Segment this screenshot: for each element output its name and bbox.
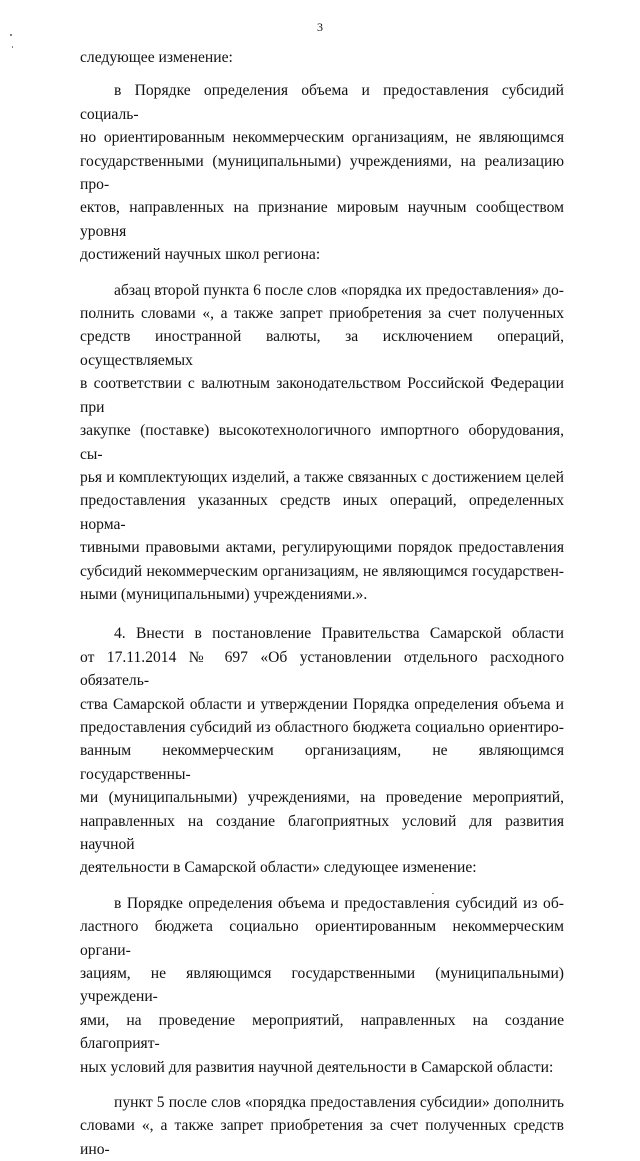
text-line: средств иностранной валюты, за исключением операций, осуществляемых (80, 328, 564, 369)
text-line: направленных на создание благоприятных условий для развития научной (80, 812, 564, 853)
document-body (80, 46, 564, 1161)
text-line: от 17.11.2014 № 697 «Об установлении отдельного расходного обязатель- (80, 648, 564, 690)
text-line: в соответствии с валютным законодательством Российской Федерации при (80, 375, 564, 416)
text-line: деятельности в Самарской области» следующее изменение: (80, 859, 477, 877)
text-line: ства Самарской области и утверждении Порядка определения объема и (80, 695, 564, 713)
text-line: в Порядке определения объема и предоставления субсидий из об- (114, 894, 564, 912)
text-line: субсидий некоммерческим организациям, не являющимся государствен- (80, 562, 564, 580)
paragraph-clause-5-amendment (80, 1091, 564, 1161)
text-line: ными (муниципальными) учреждениями.». (80, 585, 368, 603)
text-line: 4. Внести в постановление Правительства Самарской области (114, 625, 564, 643)
text-line: ми (муниципальными) учреждениями, на проведение мероприятий, (80, 789, 564, 807)
text-line: закупке (поставке) высокотехнологичного импортного оборудования, сы- (80, 422, 564, 463)
paragraph-item-4 (80, 622, 564, 879)
scan-speck (10, 34, 12, 36)
scan-speck (12, 46, 13, 48)
page-number: 3 (317, 20, 323, 34)
text-line: государственными (муниципальными) учреждениями, на реализацию про- (80, 152, 564, 194)
text-line: пункт 5 после слов «порядка предоставления субсидии» дополнить (114, 1094, 564, 1112)
text-line: предоставления субсидий из областного бюджета социально ориентиро- (80, 718, 564, 736)
text-line: предоставления указанных средств иных операций, определенных норма- (80, 492, 564, 533)
text-line: ями, на проведение мероприятий, направленных на создание благоприят- (80, 1011, 564, 1053)
text-line: в Порядке определения объема и предоставления субсидий социаль- (80, 82, 564, 123)
text-line: ластного бюджета социально ориентированным некоммерческим органи- (80, 918, 564, 959)
text-line: достижений научных школ региона: (80, 246, 321, 264)
text-line: следующее изменение: (80, 49, 233, 66)
text-line: зациям, не являющимся государственными (муниципальными) учреждени- (80, 965, 564, 1006)
text-line: тивными правовыми актами, регулирующими порядок предоставления (80, 539, 564, 557)
paragraph-order-amendment-2 (80, 892, 564, 1079)
paragraph-order-amendment-1 (80, 79, 564, 266)
text-line: рья и комплектующих изделий, а также связанных с достижением целей (80, 468, 564, 486)
text-line: но ориентированным некоммерческим организациям, не являющимся (80, 129, 564, 147)
text-line: словами «, а также запрет приобретения за счет полученных средств ино- (80, 1117, 564, 1158)
text-line: ектов, направленных на признание мировым научным сообществом уровня (80, 199, 564, 240)
text-line: ванным некоммерческим организациям, не являющимся государственны- (80, 742, 564, 783)
scan-speck (432, 893, 434, 894)
paragraph-clause-6-amendment (80, 279, 564, 607)
text-line: полнить словами «, а также запрет приобретения за счет полученных (80, 305, 564, 323)
text-line: абзац второй пункта 6 после слов «порядка их предоставления» до- (114, 281, 564, 299)
paragraph-continuation (80, 46, 564, 69)
text-line: ных условий для развития научной деятельности в Самарской области: (80, 1058, 554, 1076)
